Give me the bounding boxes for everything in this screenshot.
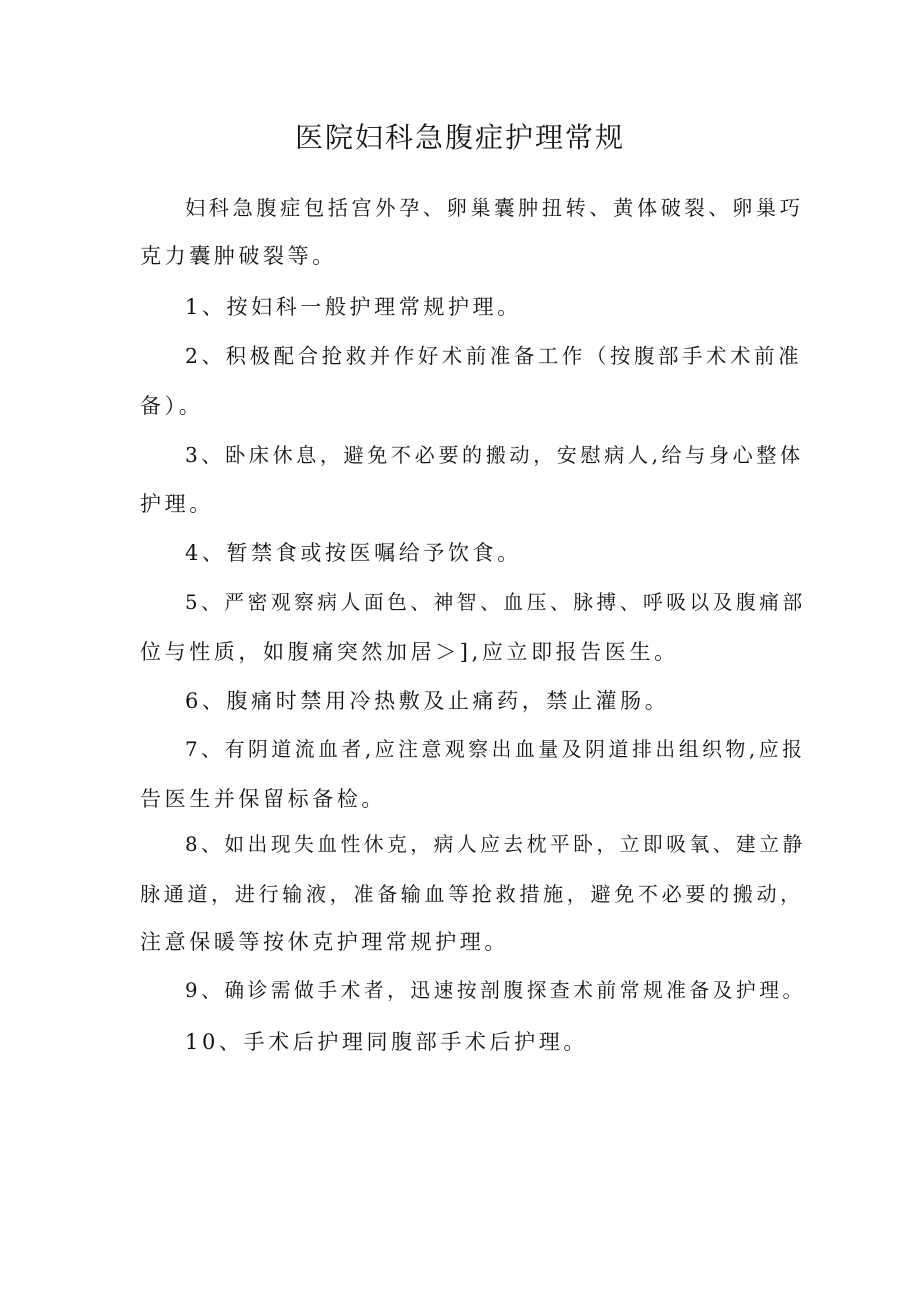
item-5-line-2: 位与性质，如腹痛突然加居＞],应立即报告医生。 xyxy=(140,640,679,664)
item-2-line-1: 2、积极配合抢救并作好术前准备工作（按腹部手术术前准 xyxy=(185,344,803,368)
item-1-line-1: 1、按妇科一般护理常规护理。 xyxy=(185,295,522,319)
intro-line-1: 妇科急腹症包括宫外孕、卵巢囊肿扭转、黄体破裂、卵巢巧 xyxy=(185,196,804,220)
item-8-line-3: 注意保暖等按休克护理常规护理。 xyxy=(140,930,509,954)
item-6-line-1: 6、腹痛时禁用冷热敷及止痛药，禁止灌肠。 xyxy=(185,689,670,713)
item-3-line-1: 3、卧床休息，避免不必要的搬动，安慰病人,给与身心整体 xyxy=(185,443,804,467)
item-9-line-1: 9、确诊需做手术者，迅速按剖腹探查术前常规准备及护理。 xyxy=(185,979,806,1002)
item-3-line-2: 护理。 xyxy=(140,492,214,516)
item-8-line-2: 脉通道，进行输液，准备输血等抢救措施，避免不必要的搬动， xyxy=(140,882,804,906)
item-7-line-1: 7、有阴道流血者,应注意观察出血量及阴道排出组织物,应报 xyxy=(185,738,806,761)
item-4-line-1: 4、暂禁食或按医嘱给予饮食。 xyxy=(185,541,522,565)
item-8-line-1: 8、如出现失血性休克，病人应去枕平卧，立即吸氧、建立静 xyxy=(185,833,806,856)
item-7-line-2: 告医生并保留标备检。 xyxy=(140,787,386,811)
item-5-line-1: 5、严密观察病人面色、神智、血压、脉搏、呼吸以及腹痛部 xyxy=(185,591,806,614)
intro-line-2: 克力囊肿破裂等。 xyxy=(140,244,337,268)
document-title: 医院妇科急腹症护理常规 xyxy=(294,121,625,154)
item-2-line-2: 备）。 xyxy=(140,394,204,418)
item-10-line-1: 10、手术后护理同腹部手术后护理。 xyxy=(185,1030,588,1054)
